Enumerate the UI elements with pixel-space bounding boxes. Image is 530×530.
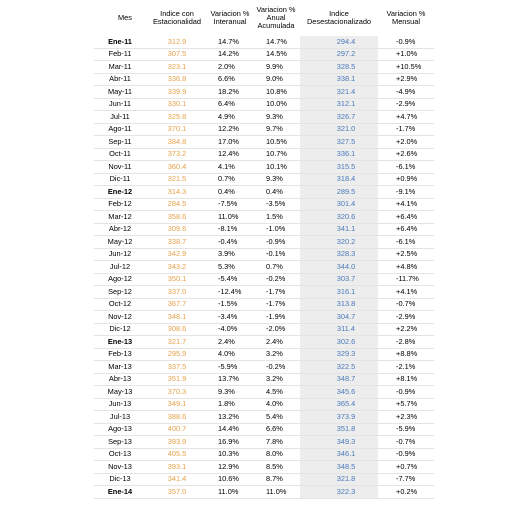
cell-indice-con-estacionalidad: 307.5 bbox=[146, 48, 208, 61]
table-row bbox=[94, 36, 434, 48]
cell-mes: Dic-12 bbox=[94, 323, 146, 336]
cell-indice-con-estacionalidad: 393.9 bbox=[146, 436, 208, 449]
cell-indice-con-estacionalidad: 308.6 bbox=[146, 323, 208, 336]
indice-table bbox=[94, 0, 434, 499]
cell-indice-desestacionalizado: 318.4 bbox=[300, 173, 378, 186]
cell-indice-desestacionalizado: 328.3 bbox=[300, 248, 378, 261]
cell-variacion-anual-acumulada: 9.7% bbox=[252, 123, 300, 136]
cell-variacion-anual-acumulada: 1.5% bbox=[252, 211, 300, 224]
cell-indice-con-estacionalidad: 360.4 bbox=[146, 161, 208, 174]
cell-variacion-mensual: +2.3% bbox=[378, 411, 434, 424]
cell-indice-desestacionalizado: 344.0 bbox=[300, 261, 378, 274]
cell-indice-desestacionalizado: 348.5 bbox=[300, 461, 378, 474]
cell-variacion-interanual: -12.4% bbox=[208, 286, 252, 299]
cell-mes: Jun-11 bbox=[94, 98, 146, 111]
cell-variacion-mensual: +0.9% bbox=[378, 173, 434, 186]
cell-indice-desestacionalizado: 297.2 bbox=[300, 48, 378, 61]
cell-variacion-mensual: -5.9% bbox=[378, 423, 434, 436]
cell-variacion-anual-acumulada: 9.3% bbox=[252, 173, 300, 186]
cell-indice-desestacionalizado: 301.4 bbox=[300, 198, 378, 211]
cell-mes: Jul-11 bbox=[94, 111, 146, 124]
cell-variacion-anual-acumulada: 4.0% bbox=[252, 398, 300, 411]
cell-variacion-interanual: 13.7% bbox=[208, 373, 252, 386]
cell-variacion-interanual: -0.4% bbox=[208, 236, 252, 249]
table-row bbox=[94, 373, 434, 386]
table-row bbox=[94, 261, 434, 274]
cell-indice-desestacionalizado: 341.1 bbox=[300, 223, 378, 236]
cell-mes: Feb-12 bbox=[94, 198, 146, 211]
cell-mes: Sep-12 bbox=[94, 286, 146, 299]
cell-variacion-anual-acumulada: -0.2% bbox=[252, 273, 300, 286]
cell-indice-con-estacionalidad: 337.5 bbox=[146, 361, 208, 374]
cell-variacion-interanual: 4.0% bbox=[208, 348, 252, 361]
cell-indice-con-estacionalidad: 405.5 bbox=[146, 448, 208, 461]
cell-variacion-mensual: -0.9% bbox=[378, 448, 434, 461]
cell-indice-con-estacionalidad: 284.5 bbox=[146, 198, 208, 211]
cell-variacion-interanual: -5.4% bbox=[208, 273, 252, 286]
cell-variacion-anual-acumulada: 0.4% bbox=[252, 186, 300, 199]
cell-variacion-interanual: 2.4% bbox=[208, 336, 252, 349]
cell-mes: Jun-12 bbox=[94, 248, 146, 261]
cell-variacion-interanual: -4.0% bbox=[208, 323, 252, 336]
cell-variacion-anual-acumulada: 14.5% bbox=[252, 48, 300, 61]
cell-variacion-mensual: -9.1% bbox=[378, 186, 434, 199]
cell-indice-con-estacionalidad: 314.3 bbox=[146, 186, 208, 199]
cell-indice-con-estacionalidad: 338.7 bbox=[146, 236, 208, 249]
cell-indice-desestacionalizado: 365.4 bbox=[300, 398, 378, 411]
table-row bbox=[94, 398, 434, 411]
cell-indice-con-estacionalidad: 342.9 bbox=[146, 248, 208, 261]
cell-mes: Oct-11 bbox=[94, 148, 146, 161]
cell-variacion-anual-acumulada: 11.0% bbox=[252, 486, 300, 499]
table-row bbox=[94, 361, 434, 374]
cell-mes: Sep-13 bbox=[94, 436, 146, 449]
cell-variacion-interanual: 0.7% bbox=[208, 173, 252, 186]
cell-variacion-mensual: +5.7% bbox=[378, 398, 434, 411]
table-row bbox=[94, 186, 434, 199]
cell-indice-desestacionalizado: 303.7 bbox=[300, 273, 378, 286]
cell-variacion-interanual: 0.4% bbox=[208, 186, 252, 199]
table-row bbox=[94, 286, 434, 299]
cell-mes: May-11 bbox=[94, 86, 146, 99]
cell-indice-con-estacionalidad: 330.1 bbox=[146, 98, 208, 111]
cell-variacion-anual-acumulada: -3.5% bbox=[252, 198, 300, 211]
cell-variacion-anual-acumulada: 9.3% bbox=[252, 111, 300, 124]
cell-indice-desestacionalizado: 322.3 bbox=[300, 486, 378, 499]
cell-indice-con-estacionalidad: 312.9 bbox=[146, 36, 208, 48]
cell-indice-desestacionalizado: 329.3 bbox=[300, 348, 378, 361]
table-row bbox=[94, 473, 434, 486]
cell-variacion-anual-acumulada: 10.5% bbox=[252, 136, 300, 149]
cell-variacion-mensual: -2.8% bbox=[378, 336, 434, 349]
header-mes: Mes bbox=[118, 13, 132, 22]
cell-variacion-mensual: -6.1% bbox=[378, 161, 434, 174]
cell-variacion-mensual: +4.8% bbox=[378, 261, 434, 274]
cell-indice-desestacionalizado: 289.5 bbox=[300, 186, 378, 199]
cell-indice-desestacionalizado: 345.6 bbox=[300, 386, 378, 399]
cell-variacion-anual-acumulada: 5.4% bbox=[252, 411, 300, 424]
cell-mes: Ago-13 bbox=[94, 423, 146, 436]
table-row bbox=[94, 436, 434, 449]
cell-indice-desestacionalizado: 304.7 bbox=[300, 311, 378, 324]
cell-indice-con-estacionalidad: 400.7 bbox=[146, 423, 208, 436]
cell-variacion-anual-acumulada: 9.0% bbox=[252, 73, 300, 86]
cell-indice-con-estacionalidad: 357.0 bbox=[146, 486, 208, 499]
table-row bbox=[94, 248, 434, 261]
cell-mes: Dic-13 bbox=[94, 473, 146, 486]
cell-variacion-mensual: -2.9% bbox=[378, 311, 434, 324]
table-row bbox=[94, 236, 434, 249]
cell-indice-desestacionalizado: 294.4 bbox=[300, 36, 378, 48]
table-row bbox=[94, 486, 434, 499]
table-row bbox=[94, 223, 434, 236]
cell-variacion-anual-acumulada: 10.1% bbox=[252, 161, 300, 174]
cell-indice-desestacionalizado: 315.5 bbox=[300, 161, 378, 174]
cell-variacion-anual-acumulada: -1.9% bbox=[252, 311, 300, 324]
cell-variacion-interanual: -1.5% bbox=[208, 298, 252, 311]
cell-variacion-anual-acumulada: -1.7% bbox=[252, 286, 300, 299]
cell-indice-desestacionalizado: 328.5 bbox=[300, 61, 378, 74]
cell-indice-desestacionalizado: 322.5 bbox=[300, 361, 378, 374]
cell-indice-desestacionalizado: 373.9 bbox=[300, 411, 378, 424]
cell-indice-con-estacionalidad: 343.2 bbox=[146, 261, 208, 274]
cell-variacion-anual-acumulada: 2.4% bbox=[252, 336, 300, 349]
cell-mes: Nov-11 bbox=[94, 161, 146, 174]
cell-mes: Sep-11 bbox=[94, 136, 146, 149]
cell-variacion-anual-acumulada: 10.0% bbox=[252, 98, 300, 111]
cell-variacion-mensual: +0.7% bbox=[378, 461, 434, 474]
cell-variacion-mensual: +2.9% bbox=[378, 73, 434, 86]
cell-variacion-mensual: +2.6% bbox=[378, 148, 434, 161]
table-header bbox=[94, 0, 434, 36]
cell-indice-desestacionalizado: 311.4 bbox=[300, 323, 378, 336]
cell-variacion-interanual: 12.9% bbox=[208, 461, 252, 474]
cell-mes: Oct-13 bbox=[94, 448, 146, 461]
cell-variacion-mensual: -2.9% bbox=[378, 98, 434, 111]
cell-variacion-anual-acumulada: -1.7% bbox=[252, 298, 300, 311]
cell-mes: Dic-11 bbox=[94, 173, 146, 186]
cell-variacion-anual-acumulada: -0.2% bbox=[252, 361, 300, 374]
cell-variacion-anual-acumulada: 9.9% bbox=[252, 61, 300, 74]
cell-variacion-mensual: -0.7% bbox=[378, 298, 434, 311]
cell-mes: May-13 bbox=[94, 386, 146, 399]
cell-indice-con-estacionalidad: 325.8 bbox=[146, 111, 208, 124]
cell-variacion-mensual: +6.4% bbox=[378, 211, 434, 224]
cell-indice-con-estacionalidad: 339.9 bbox=[146, 86, 208, 99]
table-row bbox=[94, 411, 434, 424]
cell-mes: Ene-14 bbox=[94, 486, 146, 499]
cell-variacion-mensual: -1.7% bbox=[378, 123, 434, 136]
cell-mes: Ene-12 bbox=[94, 186, 146, 199]
cell-variacion-anual-acumulada: -2.0% bbox=[252, 323, 300, 336]
cell-indice-con-estacionalidad: 295.9 bbox=[146, 348, 208, 361]
table-row bbox=[94, 311, 434, 324]
cell-variacion-anual-acumulada: -0.9% bbox=[252, 236, 300, 249]
cell-variacion-interanual: 1.8% bbox=[208, 398, 252, 411]
cell-variacion-anual-acumulada: 6.6% bbox=[252, 423, 300, 436]
cell-indice-desestacionalizado: 313.8 bbox=[300, 298, 378, 311]
cell-indice-desestacionalizado: 321.0 bbox=[300, 123, 378, 136]
cell-mes: Ene-11 bbox=[94, 36, 146, 48]
cell-indice-con-estacionalidad: 370.3 bbox=[146, 386, 208, 399]
cell-variacion-anual-acumulada: -1.0% bbox=[252, 223, 300, 236]
cell-indice-con-estacionalidad: 321.7 bbox=[146, 336, 208, 349]
table-body bbox=[94, 36, 434, 498]
cell-indice-con-estacionalidad: 321.5 bbox=[146, 173, 208, 186]
cell-variacion-mensual: +2.2% bbox=[378, 323, 434, 336]
cell-variacion-mensual: -0.9% bbox=[378, 36, 434, 48]
table-row bbox=[94, 148, 434, 161]
cell-mes: May-12 bbox=[94, 236, 146, 249]
cell-variacion-interanual: -8.1% bbox=[208, 223, 252, 236]
cell-variacion-mensual: +8.8% bbox=[378, 348, 434, 361]
table-row bbox=[94, 48, 434, 61]
cell-indice-desestacionalizado: 327.5 bbox=[300, 136, 378, 149]
table-row bbox=[94, 123, 434, 136]
header-variacion-interanual: Variacion % Interanual bbox=[210, 9, 250, 26]
table-row bbox=[94, 61, 434, 74]
table-row bbox=[94, 423, 434, 436]
cell-indice-desestacionalizado: 349.3 bbox=[300, 436, 378, 449]
cell-variacion-interanual: 14.7% bbox=[208, 36, 252, 48]
cell-variacion-interanual: -3.4% bbox=[208, 311, 252, 324]
cell-indice-desestacionalizado: 348.7 bbox=[300, 373, 378, 386]
cell-variacion-interanual: 16.9% bbox=[208, 436, 252, 449]
cell-mes: Abr-11 bbox=[94, 73, 146, 86]
cell-variacion-interanual: 17.0% bbox=[208, 136, 252, 149]
cell-indice-con-estacionalidad: 337.0 bbox=[146, 286, 208, 299]
table-row bbox=[94, 211, 434, 224]
cell-variacion-mensual: +4.1% bbox=[378, 198, 434, 211]
cell-mes: Nov-13 bbox=[94, 461, 146, 474]
cell-variacion-interanual: 4.1% bbox=[208, 161, 252, 174]
cell-variacion-mensual: -0.7% bbox=[378, 436, 434, 449]
table-row bbox=[94, 111, 434, 124]
table-row bbox=[94, 136, 434, 149]
cell-variacion-mensual: +6.4% bbox=[378, 223, 434, 236]
cell-variacion-interanual: 13.2% bbox=[208, 411, 252, 424]
cell-indice-con-estacionalidad: 348.1 bbox=[146, 311, 208, 324]
data-table-container bbox=[94, 0, 434, 499]
cell-variacion-interanual: 14.4% bbox=[208, 423, 252, 436]
cell-indice-con-estacionalidad: 309.6 bbox=[146, 223, 208, 236]
cell-variacion-mensual: -2.1% bbox=[378, 361, 434, 374]
cell-indice-desestacionalizado: 302.6 bbox=[300, 336, 378, 349]
table-row bbox=[94, 336, 434, 349]
cell-mes: Feb-11 bbox=[94, 48, 146, 61]
table-row bbox=[94, 198, 434, 211]
cell-variacion-anual-acumulada: 14.7% bbox=[252, 36, 300, 48]
cell-variacion-interanual: 2.0% bbox=[208, 61, 252, 74]
cell-indice-con-estacionalidad: 350.1 bbox=[146, 273, 208, 286]
cell-variacion-anual-acumulada: 3.2% bbox=[252, 373, 300, 386]
cell-indice-con-estacionalidad: 349.1 bbox=[146, 398, 208, 411]
cell-indice-desestacionalizado: 320.2 bbox=[300, 236, 378, 249]
cell-indice-con-estacionalidad: 336.8 bbox=[146, 73, 208, 86]
cell-variacion-anual-acumulada: 8.0% bbox=[252, 448, 300, 461]
cell-mes: Mar-12 bbox=[94, 211, 146, 224]
cell-indice-desestacionalizado: 320.6 bbox=[300, 211, 378, 224]
cell-variacion-mensual: -6.1% bbox=[378, 236, 434, 249]
table-row bbox=[94, 461, 434, 474]
cell-mes: Ago-12 bbox=[94, 273, 146, 286]
table-row bbox=[94, 173, 434, 186]
cell-variacion-mensual: -7.7% bbox=[378, 473, 434, 486]
cell-variacion-mensual: +2.5% bbox=[378, 248, 434, 261]
cell-indice-desestacionalizado: 316.1 bbox=[300, 286, 378, 299]
cell-variacion-interanual: 3.9% bbox=[208, 248, 252, 261]
cell-variacion-interanual: 10.6% bbox=[208, 473, 252, 486]
cell-mes: Nov-12 bbox=[94, 311, 146, 324]
table-row bbox=[94, 86, 434, 99]
cell-indice-con-estacionalidad: 388.6 bbox=[146, 411, 208, 424]
cell-variacion-mensual: +0.2% bbox=[378, 486, 434, 499]
cell-indice-con-estacionalidad: 351.9 bbox=[146, 373, 208, 386]
cell-variacion-anual-acumulada: 7.8% bbox=[252, 436, 300, 449]
cell-indice-desestacionalizado: 346.1 bbox=[300, 448, 378, 461]
table-row bbox=[94, 323, 434, 336]
cell-variacion-interanual: 6.6% bbox=[208, 73, 252, 86]
cell-indice-desestacionalizado: 321.4 bbox=[300, 86, 378, 99]
cell-mes: Jul-12 bbox=[94, 261, 146, 274]
cell-mes: Feb-13 bbox=[94, 348, 146, 361]
cell-variacion-mensual: +10.5% bbox=[378, 61, 434, 74]
cell-variacion-anual-acumulada: 0.7% bbox=[252, 261, 300, 274]
cell-variacion-interanual: 11.0% bbox=[208, 211, 252, 224]
cell-mes: Abr-13 bbox=[94, 373, 146, 386]
cell-variacion-interanual: 6.4% bbox=[208, 98, 252, 111]
cell-variacion-interanual: -7.5% bbox=[208, 198, 252, 211]
cell-indice-con-estacionalidad: 358.6 bbox=[146, 211, 208, 224]
table-row bbox=[94, 273, 434, 286]
cell-variacion-mensual: -11.7% bbox=[378, 273, 434, 286]
cell-variacion-interanual: 12.4% bbox=[208, 148, 252, 161]
cell-variacion-mensual: -0.9% bbox=[378, 386, 434, 399]
cell-indice-con-estacionalidad: 384.8 bbox=[146, 136, 208, 149]
table-row bbox=[94, 161, 434, 174]
cell-indice-con-estacionalidad: 323.1 bbox=[146, 61, 208, 74]
cell-variacion-interanual: 4.9% bbox=[208, 111, 252, 124]
cell-variacion-anual-acumulada: 10.7% bbox=[252, 148, 300, 161]
cell-indice-desestacionalizado: 312.1 bbox=[300, 98, 378, 111]
cell-indice-desestacionalizado: 321.8 bbox=[300, 473, 378, 486]
table-row bbox=[94, 348, 434, 361]
table-row bbox=[94, 448, 434, 461]
cell-indice-con-estacionalidad: 341.4 bbox=[146, 473, 208, 486]
cell-indice-con-estacionalidad: 393.1 bbox=[146, 461, 208, 474]
cell-variacion-anual-acumulada: 8.5% bbox=[252, 461, 300, 474]
table-row bbox=[94, 73, 434, 86]
cell-mes: Mar-11 bbox=[94, 61, 146, 74]
cell-variacion-interanual: 9.3% bbox=[208, 386, 252, 399]
cell-variacion-interanual: 10.3% bbox=[208, 448, 252, 461]
cell-mes: Oct-12 bbox=[94, 298, 146, 311]
cell-indice-con-estacionalidad: 370.1 bbox=[146, 123, 208, 136]
cell-variacion-anual-acumulada: -0.1% bbox=[252, 248, 300, 261]
cell-variacion-interanual: 5.3% bbox=[208, 261, 252, 274]
cell-mes: Mar-13 bbox=[94, 361, 146, 374]
cell-variacion-interanual: 18.2% bbox=[208, 86, 252, 99]
cell-variacion-mensual: -4.9% bbox=[378, 86, 434, 99]
header-variacion-mensual: Variacion % Mensual bbox=[386, 9, 426, 26]
header-indice-desestacionalizado: Indice Desestacionalizado bbox=[306, 9, 372, 26]
cell-indice-desestacionalizado: 326.7 bbox=[300, 111, 378, 124]
cell-variacion-anual-acumulada: 3.2% bbox=[252, 348, 300, 361]
cell-mes: Abr-12 bbox=[94, 223, 146, 236]
cell-variacion-mensual: +1.0% bbox=[378, 48, 434, 61]
table-row bbox=[94, 298, 434, 311]
cell-variacion-anual-acumulada: 4.5% bbox=[252, 386, 300, 399]
cell-variacion-anual-acumulada: 10.8% bbox=[252, 86, 300, 99]
cell-mes: Jun-13 bbox=[94, 398, 146, 411]
cell-variacion-mensual: +4.7% bbox=[378, 111, 434, 124]
cell-variacion-interanual: -5.9% bbox=[208, 361, 252, 374]
cell-indice-desestacionalizado: 338.1 bbox=[300, 73, 378, 86]
cell-mes: Ago-11 bbox=[94, 123, 146, 136]
cell-variacion-mensual: +2.0% bbox=[378, 136, 434, 149]
table-row bbox=[94, 386, 434, 399]
cell-indice-con-estacionalidad: 373.2 bbox=[146, 148, 208, 161]
cell-indice-desestacionalizado: 336.1 bbox=[300, 148, 378, 161]
cell-variacion-interanual: 12.2% bbox=[208, 123, 252, 136]
cell-variacion-mensual: +4.1% bbox=[378, 286, 434, 299]
cell-indice-desestacionalizado: 351.8 bbox=[300, 423, 378, 436]
cell-variacion-interanual: 11.0% bbox=[208, 486, 252, 499]
cell-mes: Ene-13 bbox=[94, 336, 146, 349]
table-row bbox=[94, 98, 434, 111]
cell-mes: Jul-13 bbox=[94, 411, 146, 424]
cell-variacion-interanual: 14.2% bbox=[208, 48, 252, 61]
header-indice-con-estacionalidad: Indice con Estacionalidad bbox=[152, 9, 202, 26]
cell-variacion-mensual: +8.1% bbox=[378, 373, 434, 386]
cell-variacion-anual-acumulada: 8.7% bbox=[252, 473, 300, 486]
cell-indice-con-estacionalidad: 367.7 bbox=[146, 298, 208, 311]
header-variacion-anual-acumulada: Variacion % Anual Acumulada bbox=[256, 5, 296, 30]
